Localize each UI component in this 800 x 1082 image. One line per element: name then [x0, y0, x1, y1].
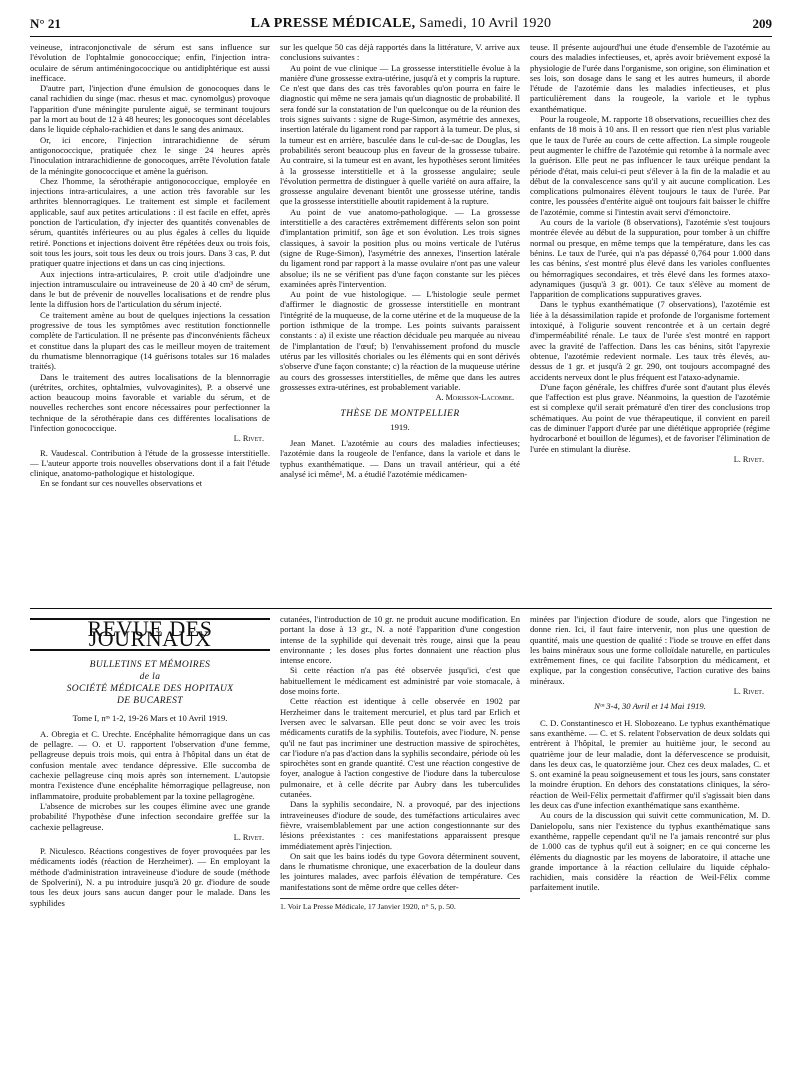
paragraph: Ce traitement amène au bout de quelques injections la cessation progressive de tous les symptômes avec restitution fonctionnelle complète de l'articulation. Il ne présente pas d'inconvénients fâcheux et constitue dans la plupart des cas le meilleur moyen de traitement du rhumatisme blennorragique (14 guérisons totales sur 16 malades traités). — [30, 309, 270, 372]
article-manet: Jean Manet. L'azotémie au cours des maladies infectieuses; l'azotémie dans la rougeole de l'enfance, dans la variole et dans le typhus exanthématique. — Dans un travail antérieur, qui a été analysé ici même¹, M. a étudié l'azotémie médicamen- — [280, 437, 520, 479]
paragraph: Au cours de la variole (8 observations), l'azotémie s'est toujours montrée élevée au début de la suppuration, pour tomber à un chiffre normal ou presque, en même temps que la température, dans les cas bénins. Le taux de l'urée, qui n'a pas dépassé 0,764 pour 1.000 dans les cas bénins, s'est montré plus élevé dans les varioles confluentes ou hémorragiques secondaires, et très élevé dans les formes ataxo-adynamiques (jusqu'à 3 gr. 001). Ce taux s'élève au moment de l'apparition de complications suppuratives graves. — [530, 217, 770, 300]
tome-line: Tome I, nᵒˢ 1-2, 19-26 Mars et 10 Avril 1919. — [72, 712, 228, 723]
paragraph: D'autre part, l'injection d'une émulsion de gonocoques dans le canal rachidien du singe (mac. rhesus et mac. cynomolgus) provoque l'apparition d'une méningite purulente aiguë, se terminant toujours par la mort au bout de 12 à 48 heures; les gonocoques sont décelables dans le liquide céphalo-rachidien et dans le sang des animaux. — [30, 83, 270, 135]
paragraph: sur les quelque 50 cas déjà rapportés dans la littérature, V. arrive aux conclusions suivantes : — [280, 42, 520, 63]
paragraph: Or, ici encore, l'injection intrarachidienne de sérum antigonococcique, pratiquée chez le singe 24 heures après l'inoculation intrarachidienne de gonocoques, arrête l'évolution fatale de la méningite gonococcique et amène la guérison. — [30, 134, 270, 176]
bulletin-heading — [30, 659, 270, 707]
page-number: 209 — [752, 16, 772, 31]
paragraph: D'une façon générale, les chiffres d'urée sont d'autant plus élevés que l'affection est plus grave. Néanmoins, la question de l'azotémie est si complexe qu'il serait prématuré d'en tirer des conclusions trop schématiques. Au point de vue thérapeutique, il convient en pareil cas de diminuer l'apport d'urée par une diététique appropriée (régime hydrocarboné et bouillon de légumes), et de favoriser l'élimination de l'urée en stimulant la diurèse. — [530, 381, 770, 454]
paragraph: teuse. Il présente aujourd'hui une étude d'ensemble de l'azotémie au cours des maladies infectieuses, et, après avoir brièvement exposé la physiologie de l'urée dans l'organisme, son origine, son élimination et ses lois, son dosage dans le sang et les autres humeurs, il aborde l'étude de l'azotémie dans les maladies infectieuses, et plus particulièrement dans la rougeole, la variole et le typhus exanthématique. — [530, 42, 770, 114]
these-title: THÈSE DE MONTPELLIER — [340, 409, 460, 420]
bottom-column-3 — [530, 614, 770, 1069]
paragraph: A. Obregia et C. Urechte. Encéphalite hémorragique dans un cas de pellagre. — O. et U. rapportent l'observation d'une femme, pellagreuse depuis trois mois, qui entra à l'hôpital dans un état de confusion mentale avec tendance dépressive. Elle succomba de cachexie pellagreuse cinq mois après son internement. L'autopsie montra l'existence d'une encéphalite hémorragique pellagreuse, non inflammatoire, produite probablement par la toxine pellagrogène. — [30, 728, 270, 801]
signature: L. Rivet. — [733, 454, 764, 464]
paragraph: Au point de vue histologique. — L'histologie seule permet d'affirmer le diagnostic de grossesse interstitielle en montrant l'intégrité de la muqueuse, de la corne utérine et de la muqueuse de la portion isthmique de la trompe. Les points suivants paraissent constants : a) il existe une réaction déciduale peu marquée au niveau de l'implantation de l'œuf; b) l'envahissement profond du muscle utérus par les villosités choriales ou les éléments qui en sont dérivés s'observe d'une façon constante; c) la réaction de la muqueuse utérine au cours des grossesses interstitielles, de même que dans les autres grossesses extra-utérines, est probablement variable. — [280, 289, 520, 392]
page-header — [30, 14, 772, 37]
paragraph: veineuse, intraconjonctivale de sérum est sans influence sur l'évolution de l'ophtalmie gonococcique; enfin, l'injection intra-oculaire de sérum antiméningococcique ou antidiphtérique est aussi inefficace. — [30, 42, 270, 83]
bottom-column-2 — [280, 614, 520, 1069]
footnote: 1. Voir La Presse Médicale, 17 Janvier 1920, n° 5, p. 50. — [280, 898, 520, 912]
issue-date: Samedi, 10 Avril 1920 — [419, 16, 552, 31]
paragraph: Aux injections intra-articulaires, P. croit utile d'adjoindre une injection intramusculaire ou intraveineuse de 20 à 40 cm³ de sérum, dans le but de prévenir de nouvelles localisations et de rendre plus lente la diffusion hors de l'articulation du sérum injecté. — [30, 268, 270, 310]
paragraph: Au cours de la discussion qui suivit cette communication, M. D. Danielopolu, sans nier l'existence du typhus exanthématique sans exanthème, rappelle cependant qu'il ne l'a jamais rencontré sur plus de 1.000 cas de typhus qu'il eut à soigner; en ce qui concerne les éléments du diagnostic par les moyens de laboratoire, il attache une grande importance à la réaction cellulaire du liquide céphalo-rachidien, mais considère la réaction de Weil-Félix comme parfaitement inutile. — [530, 810, 770, 893]
bottom-columns — [30, 614, 772, 1069]
article-vaudescal: R. Vaudescal. Contribution à l'étude de la grossesse interstitielle. — L'auteur apporte trois nouvelles observations dont il a fait l'étude clinique, anatomo-pathologique et histologique. — [30, 447, 270, 479]
journal-name: LA PRESSE MÉDICALE, — [250, 16, 416, 31]
signature: A. Morisson-Lacombe. — [435, 393, 514, 403]
section-divider — [30, 608, 772, 609]
bulletin-line: DE BUCAREST — [117, 695, 183, 706]
bulletin-line: SOCIÉTÉ MÉDICALE DES HOPITAUX — [66, 683, 234, 694]
bulletin-line: BULLETINS ET MÉMOIRES — [89, 659, 211, 670]
paragraph: C. D. Constantinesco et H. Slobozeano. Le typhus exanthématique sans exanthème. — C. et S. relatent l'observation de deux soldats qui entrèrent à l'hôpital, le premier au huitième jour, le second au quatrième jour de leur maladie, dont la défervescence se produisit, dans les deux cas, le quatorzième jour. Chez ces deux malades, C. et S. ont examiné la peau soigneusement et tous les jours, sans constater la moindre éruption. En dehors des constatations cliniques, la séro-réaction de Weil-Félix permettait d'affirmer qu'il s'agissait bien dans les deux cas d'une infection exanthématique sans exanthème. — [530, 717, 770, 811]
paragraph: Si cette réaction n'a pas été observée jusqu'ici, c'est que habituellement le médicament est administré par voie stomacale, à dose moins forte. — [280, 665, 520, 697]
signature: L. Rivet. — [733, 687, 764, 697]
issue-number: N° 21 — [30, 16, 61, 31]
top-columns — [30, 42, 772, 604]
paragraph: Dans le typhus exanthématique (7 observations), l'azotémie est liée à la désassimilation rapide et profonde de l'organisme fortement intoxiqué, à l'oligurie souvent rencontrée et à un certain degré d'imperméabilité rénale. Le taux de l'urée s'est montré en rapport avec la gravité de l'affection. Dans les cas bénins, sitôt l'apyrexie obtenue, l'azotémie redevient normale. Les taux très élevés, au-dessus de 1 gr. et jusqu'à 2 gr. 290, ont toujours accompagné des accidents nerveux dont le plus fréquent est l'ataxo-adynamie. — [530, 299, 770, 382]
paragraph: Pour la rougeole, M. rapporte 18 observations, recueillies chez des enfants de 18 mois à 10 ans. Il en ressort que rien n'est plus variable que le taux de l'urée au cours de cette affection. La simple rougeole peut augmenter le chiffre de l'azotémie qui retombe à la normale avec la guérison. Elle peut ne pas influencer le taux uréique pendant la période d'état, mais celui-ci peut s'élever à la fin de la maladie et au début de la convalescence sans qu'il y ait aucune complication. Les complications pulmonaires élèvent toujours le taux de l'urée. Par contre, les poussées d'entérite aiguë ont toujours fait baisser le chiffre de l'azotémie, comme si l'intestin avait servi d'émonctoire. — [530, 114, 770, 217]
paragraph: Dans le traitement des autres localisations de la blennorragie (urétrites, orchites, ophtalmies, vulvovaginites), P. a observé une action beaucoup moins favorable et variable du sérum, et de nouvelles recherches sont encore nécessaires pour perfectionner la technique de la sérothérapie dans ces différentes localisations de l'infection gonococcique. — [30, 371, 270, 433]
paragraph: On sait que les bains iodés du type Govora déterminent souvent, dans le rhumatisme chronique, une exacerbation de la douleur dans les jointures malades, avec parfois élévation de température. Ces manifestations sont de même ordre que celles déter- — [280, 850, 520, 892]
bulletin-line: de la — [139, 671, 161, 682]
paragraph: Chez l'homme, la sérothérapie antigonococcique, employée en injections intra-articulaires, a une action très favorable sur les arthrites blennorragiques. Le traitement est simple et facilement applicable, sauf aux petites articulations : il est facile en effet, après ponction de l'articulation, d'y injecter des quantités convenables de sérum, quantités inférieures ou au plus égales à celles du liquide retiré. Ponctions et injections doivent être répétées deux ou trois fois, soit tous les jours, soit tous les deux ou trois jours. Dans 3 cas, P. dut pratiquer quatre injections et dans un cas cinq injections. — [30, 175, 270, 269]
paragraph: cutanées, l'introduction de 10 gr. ne produit aucune modification. En portant la dose à 13 gr., N. a noté l'apparition d'une congestion intense de la syphilide qui devenait très rouge, ainsi que la peau environnante ; les doses plus fortes donnaient une réaction plus intense encore. — [280, 614, 520, 666]
bottom-column-1 — [30, 614, 270, 1069]
section-title: REVUE DES JOURNAUX — [30, 618, 270, 651]
paragraph: Au point de vue clinique — La grossesse interstitielle évolue à la manière d'une grossesse extra-utérine, jusqu'à et y compris la rupture. Ce n'est que dans des cas très favorables qu'on pourra en faire le diagnostic qui même ne sera jamais qu'un diagnostic de probabilité. Il sera fondé sur la constatation de l'un quelconque ou de la réunion des trois signes suivants : signe de Ruge-Simon, asymétrie des annexes, insertion latérale du ligament rond par rapport à la tumeur. De plus, si la tumeur est en arrière, basculée dans le cul-de-sac de Douglas, les probabilités seront beaucoup plus en faveur de la grossesse tubaire. Au contraire, si la tumeur est en avant, les hypothèses seront limitées à la grossesse interstitielle et à la grossesse angulaire; seule l'évolution permettra de distinguer à quelle variété on aura affaire, la grossesse angulaire devenant bientôt une grossesse utérine, tandis que la grossesse interstitielle aboutit rapidement à la rupture. — [280, 62, 520, 207]
top-column-2 — [280, 42, 520, 604]
paragraph: L'absence de microbes sur les coupes élimine avec une grande probabilité l'hypothèse d'une infection secondaire greffée sur la cachexie pellagreuse. — [30, 800, 270, 832]
paragraph: minées par l'injection d'iodure de soude, alors que l'ingestion ne donne rien. Ici, il faut faire intervenir, non plus une question de quantité, mais une question de qualité : l'iode se trouve en effet dans les bains minéraux sous une forme colloïdale naturelle, en particules extrêmement fines, ce qui facilite l'absorption du médicament, et explique, par la congestion consécutive, l'action curative des bains minéraux. — [530, 614, 770, 686]
signature: L. Rivet. — [233, 832, 264, 842]
paragraph: Dans la syphilis secondaire, N. a provoqué, par des injections intraveineuses d'iodure de soude, des tuméfactions articulaires avec fièvre, vraisemblablement par une action congestionnante sur des lésions préexistantes : ces manifestations apparaissent presque immédiatement après l'injection. — [280, 799, 520, 851]
newspaper-page — [30, 14, 772, 1069]
paragraph: Cette réaction est identique à celle observée en 1902 par Herzheimer dans le traitement mercuriel, et plus tard par Erlich et Iversen avec le salvarsan. Elle peut donc se voir avec les trois médicaments curatifs de la syphilis. Toutefois, avec l'iodure, N. pense qu'il ne faut pas incriminer une destruction massive de spirochètes, car l'iodure n'a pas d'action dans la syphilis secondaire, période où les spirochètes sont en grande quantité. C'est une réaction congestive de foyer, analogue à l'action congestive de l'iodure dans la tuberculose pulmonaire, et à celle décrite par Aubry dans les tuberculides cutanées. — [280, 696, 520, 800]
issue-line: Nᵒˢ 3-4, 30 Avril et 14 Mai 1919. — [594, 701, 706, 712]
paragraph: En se fondant sur ces nouvelles observations et — [40, 478, 203, 489]
signature: L. Rivet. — [233, 434, 264, 444]
top-column-1 — [30, 42, 270, 604]
journal-title — [30, 16, 772, 32]
these-year: 1919. — [390, 421, 410, 432]
paragraph: Au point de vue anatomo-pathologique. — La grossesse interstitielle a des caractères extrêmement différents selon son point d'implantation primitif, son âge et son évolution. Les trois signes classiques, à savoir la position plus ou moins verticale de l'utérus (signe de Ruge-Simon), l'asymétrie des annexes, l'insertion latérale du ligament rond par rapport à la masse ovulaire n'ont pas une valeur absolue; ils ne se vérifient pas d'une façon constante sur les pièces examinées après l'intervention. — [280, 206, 520, 289]
top-column-3 — [530, 42, 770, 604]
article-niculesco: P. Niculesco. Réactions congestives de foyer provoquées par les médicaments iodés (réaction de Herzheimer). — En employant la méthode d'administration intraveineuse d'iodure de soude (méthode de Spolverini), N. a pu introduire jusqu'à 20 gr. d'iodure de soude tous les deux jours sans aucun danger pour le malade. Dans les syphilides — [30, 846, 270, 908]
